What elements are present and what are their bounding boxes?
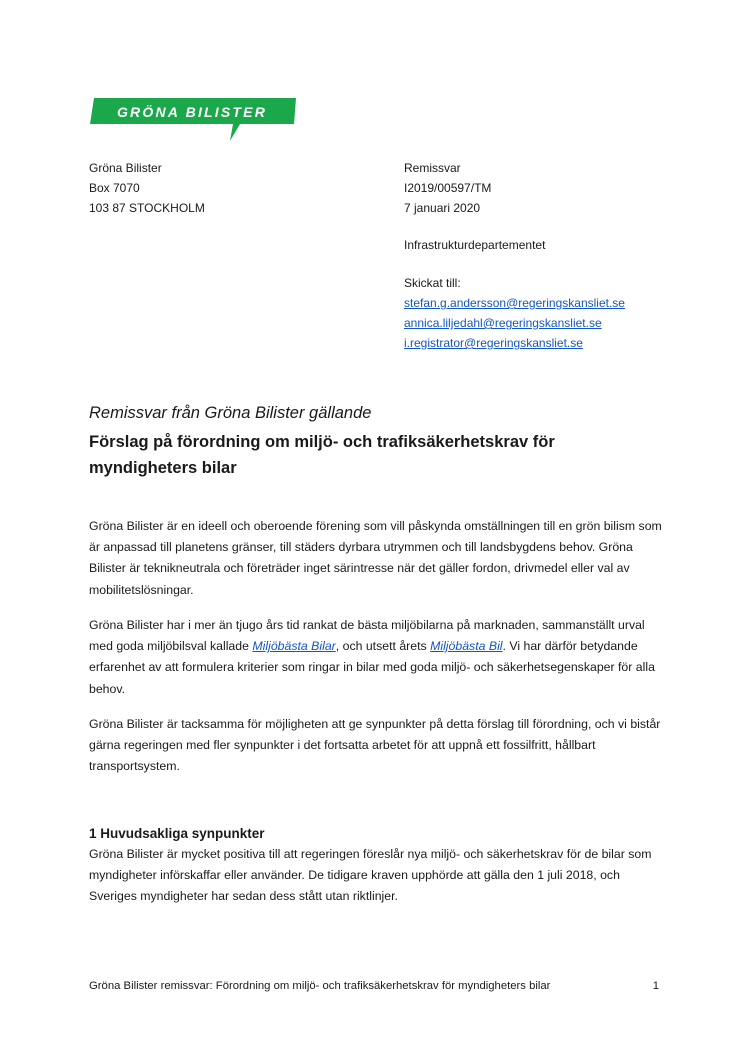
paragraph-3: Gröna Bilister är tacksamma för möjligheten att ge synpunkter på detta förslag till förordning, och vi bistår gärna regeringen med fler synpunkter i det fortsatta arbetet för att uppnå ett fossilfritt, hållbart transportsystem.	[89, 717, 661, 774]
logo-text: GRÖNA BILISTER	[116, 104, 268, 120]
email-link-registrator[interactable]: i.registrator@regeringskansliet.se	[404, 336, 583, 350]
paragraph-2	[89, 615, 664, 700]
sender-city: 103 87 STOCKHOLM	[89, 201, 205, 215]
reference-block	[404, 158, 491, 218]
miljobasta-bilar-link[interactable]: Miljöbästa Bilar	[252, 639, 336, 654]
footer-text: Gröna Bilister remissvar: Förordning om miljö- och trafiksäkerhetskrav för myndigheters bilar	[89, 980, 551, 992]
email-link-andersson[interactable]: stefan.g.andersson@regeringskansliet.se	[404, 296, 625, 310]
miljobasta-bil-link[interactable]: Miljöbästa Bil	[430, 639, 503, 654]
section-1-heading: 1 Huvudsakliga synpunkter	[89, 826, 265, 841]
experience-paragraph	[89, 615, 664, 700]
intro-paragraph	[89, 516, 664, 601]
paragraph-2-part-2: , och utsett årets	[335, 639, 431, 654]
paragraph-2-part-3: . Vi har därför betydande erfarenhet av att formulera kriterier som ringar in bilar med goda miljö- och säkerhetsegenskaper för alla behov.	[89, 639, 655, 696]
document-title: Förslag på förordning om miljö- och trafiksäkerhetskrav för myndigheters bilar	[89, 433, 555, 477]
email-link-liljedahl[interactable]: annica.liljedahl@regeringskansliet.se	[404, 316, 602, 330]
paragraph-2-part-1: Gröna Bilister har i mer än tjugo års tid rankat de bästa miljöbilarna på marknaden, sammanställt urval med goda miljöbilsval kallade	[89, 618, 645, 654]
document-subtitle: Remissvar från Gröna Bilister gällande	[89, 404, 372, 422]
department: Infrastrukturdepartementet	[404, 238, 546, 252]
page-number: 1	[652, 980, 659, 992]
logo	[88, 96, 298, 142]
reference-number: I2019/00597/TM	[404, 181, 492, 195]
page-footer	[89, 978, 659, 994]
sender-box: Box 7070	[89, 181, 140, 195]
paragraph-4: Gröna Bilister är mycket positiva till att regeringen föreslår nya miljö- och säkerhetskrav för de bilar som myndigheter införskaffar eller använder. De tidigare kraven upphörde att gälla den 1 juli 2018, och Sveriges myndigheter har sedan dess stått utan riktlinjer.	[89, 847, 652, 904]
document-type: Remissvar	[404, 161, 461, 175]
thanks-paragraph	[89, 714, 664, 778]
sender-address	[89, 158, 205, 218]
document-date: 7 januari 2020	[404, 201, 481, 215]
section-1-body	[89, 844, 664, 908]
paragraph-1: Gröna Bilister är en ideell och oberoende förening som vill påskynda omställningen till en grön bilism som är anpassad till planetens gränser, till städers dyrbara utrymmen och till landsbygdens behov. Gröna Bilister är teknikneutrala och företräder inget särintresse när det gäller fordon, drivmedel eller val av mobilitetslösningar.	[89, 519, 662, 597]
sender-name: Gröna Bilister	[89, 161, 162, 175]
sent-to-label: Skickat till:	[404, 276, 461, 290]
recipients-block	[404, 273, 625, 353]
